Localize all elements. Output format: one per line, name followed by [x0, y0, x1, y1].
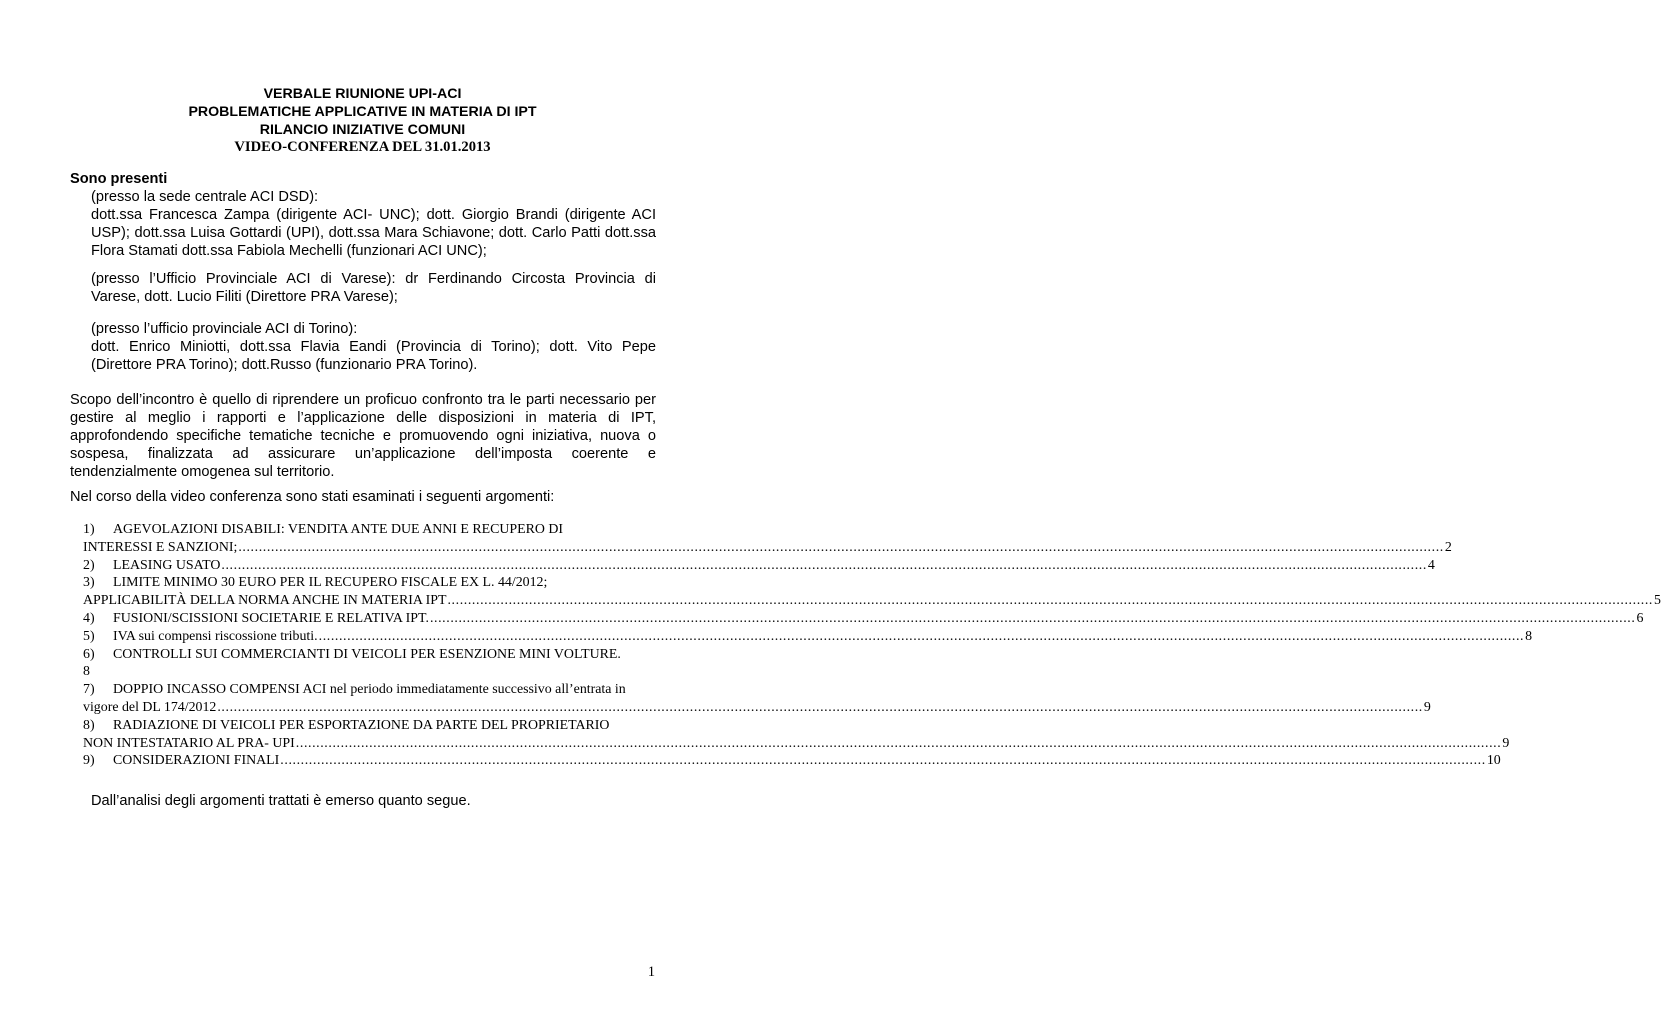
toc-page-number: 8	[1525, 628, 1533, 644]
toc-entry-1[interactable]	[83, 522, 655, 540]
toc-page-number: 8	[83, 664, 90, 680]
argomenti-intro: Nel corso della video conferenza sono stati esaminati i seguenti argomenti:	[70, 489, 555, 505]
attendee-line: dott.ssa Francesca Zampa (dirigente ACI- UNC); dott. Giorgio Brandi (dirigente ACI	[91, 207, 656, 223]
toc-page-number: 9	[1502, 735, 1510, 751]
toc-number: 2)	[83, 557, 95, 573]
toc-entry-3[interactable]	[83, 575, 655, 593]
scopo-paragraph	[70, 391, 656, 481]
toc-entry-3-continued[interactable]	[83, 593, 1661, 611]
toc-entry-7[interactable]	[83, 682, 655, 700]
table-of-contents	[83, 522, 1661, 771]
toc-entry-6-continued[interactable]	[83, 664, 655, 682]
toc-entry-2[interactable]	[83, 557, 1435, 576]
toc-title: CONSIDERAZIONI FINALI	[113, 753, 280, 769]
toc-number: 6)	[83, 646, 95, 662]
group-intro: (presso la sede centrale ACI DSD):	[91, 189, 319, 205]
toc-page-number: 10	[1486, 753, 1501, 769]
document-title-line-3: RILANCIO INIZIATIVE COMUNI	[259, 122, 466, 138]
paragraph-line: approfondendo specifiche tematiche tecniche e promuovendo ogni iniziativa, nuova o	[70, 428, 656, 444]
toc-entry-8[interactable]	[83, 718, 655, 736]
toc-page-number: 5	[1654, 593, 1661, 609]
toc-entry-4[interactable]	[83, 610, 1644, 629]
group-intro: (presso l’ufficio provinciale ACI di Torino):	[91, 321, 358, 337]
attendee-line: Flora Stamati dott.ssa Fabiola Mechelli (funzionari ACI UNC);	[91, 243, 487, 259]
paragraph-line: Scopo dell’incontro è quello di riprendere un proficuo confronto tra le parti necessario per	[70, 392, 656, 408]
toc-number: 3)	[83, 575, 95, 591]
toc-entry-8-continued[interactable]	[83, 735, 1510, 754]
toc-number: 4)	[83, 610, 95, 626]
toc-title-continued: vigore del DL 174/2012	[83, 699, 217, 715]
paragraph-line: tendenzialmente omogenea sul territorio.	[70, 464, 335, 480]
toc-leader-dots	[238, 540, 1444, 556]
toc-leader-dots	[296, 736, 1502, 752]
toc-title: IVA sui compensi riscossione tributi.	[113, 628, 318, 644]
toc-leader-dots	[280, 753, 1486, 769]
attendee-line: Varese, dott. Lucio Filiti (Direttore PRA Varese);	[91, 289, 398, 305]
toc-title-continued: INTERESSI E SANZIONI;	[83, 539, 238, 555]
toc-page-number: 6	[1636, 610, 1644, 626]
toc-leader-dots	[430, 611, 1636, 627]
document-title-line-4: VIDEO-CONFERENZA DEL 31.01.2013	[234, 139, 491, 155]
toc-title: AGEVOLAZIONI DISABILI: VENDITA ANTE DUE ANNI E RECUPERO DI	[113, 522, 564, 537]
toc-entry-5[interactable]	[83, 628, 1533, 647]
closing-sentence: Dall’analisi degli argomenti trattati è emerso quanto segue.	[91, 793, 471, 809]
toc-title: CONTROLLI SUI COMMERCIANTI DI VEICOLI PER ESENZIONE MINI VOLTURE.	[113, 646, 621, 662]
presenti-heading: Sono presenti	[70, 171, 168, 187]
attendee-line: USP); dott.ssa Luisa Gottardi (UPI), dott.ssa Mara Schiavone; dott. Carlo Patti dott.ssa	[91, 225, 656, 241]
toc-page-number: 2	[1444, 539, 1452, 555]
attendee-line: dott. Enrico Miniotti, dott.ssa Flavia Eandi (Provincia di Torino); dott. Vito Pepe	[91, 339, 656, 355]
toc-leader-dots	[447, 593, 1653, 609]
toc-page-number: 4	[1427, 557, 1435, 573]
toc-leader-dots	[217, 700, 1423, 716]
document-title-line-1: VERBALE RIUNIONE UPI-ACI	[263, 86, 462, 102]
toc-title: LEASING USATO	[113, 557, 221, 573]
toc-entry-9[interactable]	[83, 753, 1501, 771]
toc-title-continued: NON INTESTATARIO AL PRA- UPI	[83, 735, 295, 751]
document-title-line-2: PROBLEMATICHE APPLICATIVE IN MATERIA DI IPT	[188, 104, 537, 120]
toc-title: RADIAZIONE DI VEICOLI PER ESPORTAZIONE DA PARTE DEL PROPRIETARIO	[113, 717, 610, 733]
attendee-line: (Direttore PRA Torino); dott.Russo (funzionario PRA Torino).	[91, 357, 478, 373]
toc-number: 8)	[83, 717, 95, 733]
paragraph-line: gestire al meglio i rapporti e l’applicazione delle disposizioni in materia di IPT,	[70, 410, 656, 426]
toc-title: LIMITE MINIMO 30 EURO PER IL RECUPERO FISCALE EX L. 44/2012;	[113, 575, 548, 591]
toc-title: DOPPIO INCASSO COMPENSI ACI nel periodo immediatamente successivo all’entrata in	[113, 682, 626, 698]
toc-leader-dots	[319, 629, 1525, 645]
toc-page-number: 9	[1423, 699, 1431, 715]
toc-number: 1)	[83, 522, 95, 537]
paragraph-line: sospesa, finalizzata ad assicurare un’applicazione dell’imposta coerente e	[70, 446, 656, 462]
toc-entry-7-continued[interactable]	[83, 699, 1431, 718]
presenti-group-varese	[91, 270, 656, 306]
toc-number: 5)	[83, 628, 95, 644]
presenti-group-sede-centrale	[91, 188, 656, 260]
toc-number: 7)	[83, 682, 95, 698]
presenti-group-torino	[91, 320, 656, 374]
toc-entry-1-continued[interactable]	[83, 539, 1452, 558]
toc-entry-6[interactable]	[83, 647, 655, 665]
attendee-line: (presso l’Ufficio Provinciale ACI di Varese): dr Ferdinando Circosta Provincia di	[91, 271, 656, 287]
toc-leader-dots	[221, 558, 1427, 574]
toc-number: 9)	[83, 753, 95, 769]
page-number: 1	[647, 964, 655, 980]
toc-title-continued: APPLICABILITÀ DELLA NORMA ANCHE IN MATERIA IPT	[83, 593, 447, 609]
toc-title: FUSIONI/SCISSIONI SOCIETARIE E RELATIVA IPT.	[113, 610, 429, 626]
